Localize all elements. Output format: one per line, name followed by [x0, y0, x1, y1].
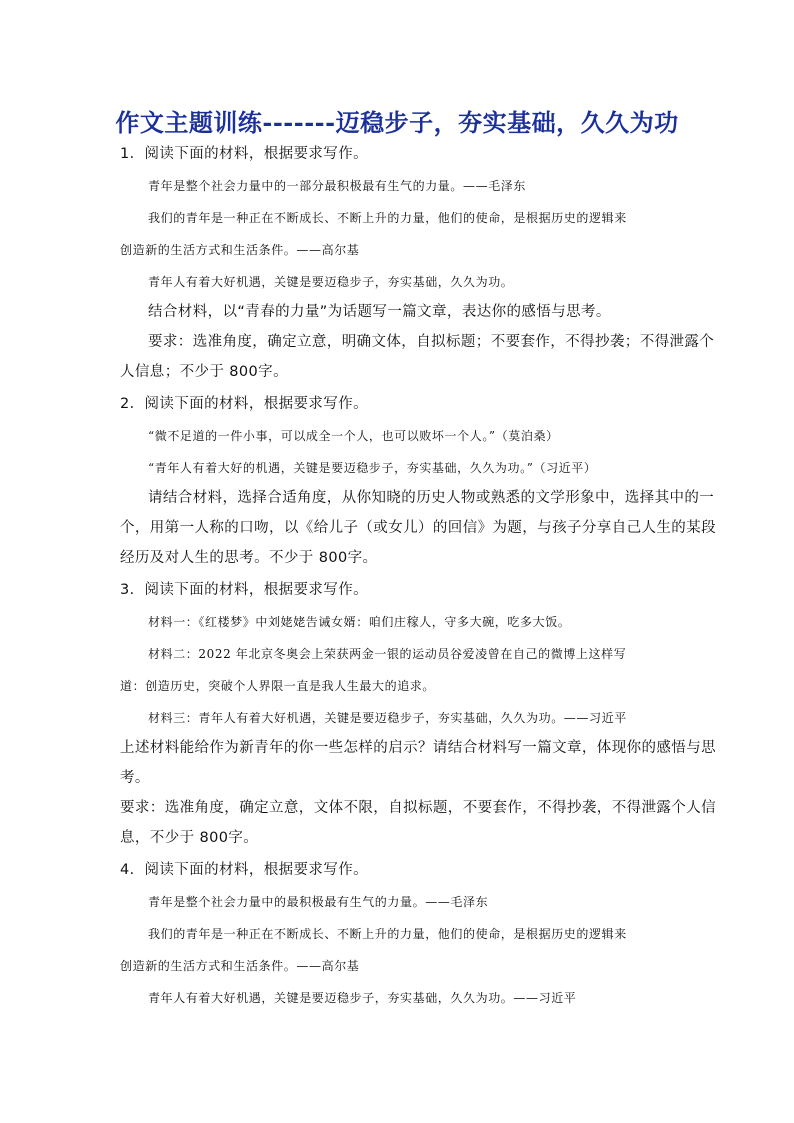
q1-requirement-line-2: 人信息；不少于 800字。: [120, 364, 288, 380]
q1-material-3: 青年人有着大好机遇，关键是要迈稳步子，夯实基础，久久为功。: [148, 275, 514, 289]
q1-material-1: 青年是整个社会力量中的一部分最积极最有生气的力量。——毛泽东: [148, 179, 527, 193]
q2-task-line-1: 请结合材料，选择合适角度，从你知晓的历史人物或熟悉的文学形象中，选择其中的一: [148, 490, 715, 506]
q3-material-1: 材料一：《红楼梦》中刘姥姥告诫女婿：咱们庄稼人，守多大碗，吃多大饭。: [148, 615, 571, 629]
q2-heading: 2．阅读下面的材料，根据要求写作。: [120, 396, 369, 412]
q2-task-line-2: 个，用第一人称的口吻，以《给儿子（或女儿）的回信》为题，与孩子分享自己人生的某段: [120, 520, 716, 536]
q1-material-2-line-1: 我们的青年是一种正在不断成长、不断上升的力量，他们的使命，是根据历史的逻辑来: [148, 211, 627, 225]
q2-task-line-3: 经历及对人生的思考。不少于 800字。: [120, 550, 378, 566]
q4-material-2-line-1: 我们的青年是一种正在不断成长、不断上升的力量，他们的使命，是根据历史的逻辑来: [148, 927, 627, 941]
q3-task-line-1: 上述材料能给作为新青年的你一些怎样的启示？请结合材料写一篇文章，体现你的感悟与思: [120, 740, 716, 756]
q1-material-2-line-2: 创造新的生活方式和生活条件。——高尔基: [120, 243, 360, 257]
q1-task: 结合材料，以“青春的力量”为话题写一篇文章，表达你的感悟与思考。: [148, 304, 611, 320]
q3-material-2-line-1: 材料二：2022 年北京冬奥会上荣获两金一银的运动员谷爱凌曾在自己的微博上这样写: [148, 647, 627, 661]
q2-material-1: “微不足道的一件小事，可以成全一个人，也可以败坏一个人。”（莫泊桑）: [148, 429, 559, 443]
q3-material-3: 材料三：青年人有着大好机遇，关键是要迈稳步子，夯实基础，久久为功。——习近平: [148, 711, 627, 725]
q3-requirement-line-1: 要求：选准角度，确定立意，文体不限，自拟标题，不要套作，不得抄袭，不得泄露个人信: [120, 800, 716, 816]
q4-heading: 4．阅读下面的材料，根据要求写作。: [120, 862, 369, 878]
q1-heading: 1．阅读下面的材料，根据要求写作。: [120, 146, 369, 162]
q3-heading: 3．阅读下面的材料，根据要求写作。: [120, 582, 369, 598]
q4-material-3: 青年人有着大好机遇，关键是要迈稳步子，夯实基础，久久为功。——习近平: [148, 991, 577, 1005]
q2-material-2: “青年人有着大好的机遇，关键是要迈稳步子，夯实基础，久久为功。”（习近平）: [148, 461, 597, 475]
q4-material-2-line-2: 创造新的生活方式和生活条件。——高尔基: [120, 959, 360, 973]
q1-requirement-line-1: 要求：选准角度，确定立意，明确文体，自拟标题；不要套作，不得抄袭；不得泄露个: [148, 334, 715, 350]
page-title: 作文主题训练-------迈稳步子，夯实基础，久久为功: [115, 108, 679, 137]
q3-requirement-line-2: 息，不少于 800字。: [120, 830, 259, 846]
q3-task-line-2: 考。: [120, 770, 150, 786]
q3-material-2-line-2: 道：创造历史，突破个人界限一直是我人生最大的追求。: [120, 679, 436, 693]
q4-material-1: 青年是整个社会力量中的最积极最有生气的力量。——毛泽东: [148, 895, 489, 909]
